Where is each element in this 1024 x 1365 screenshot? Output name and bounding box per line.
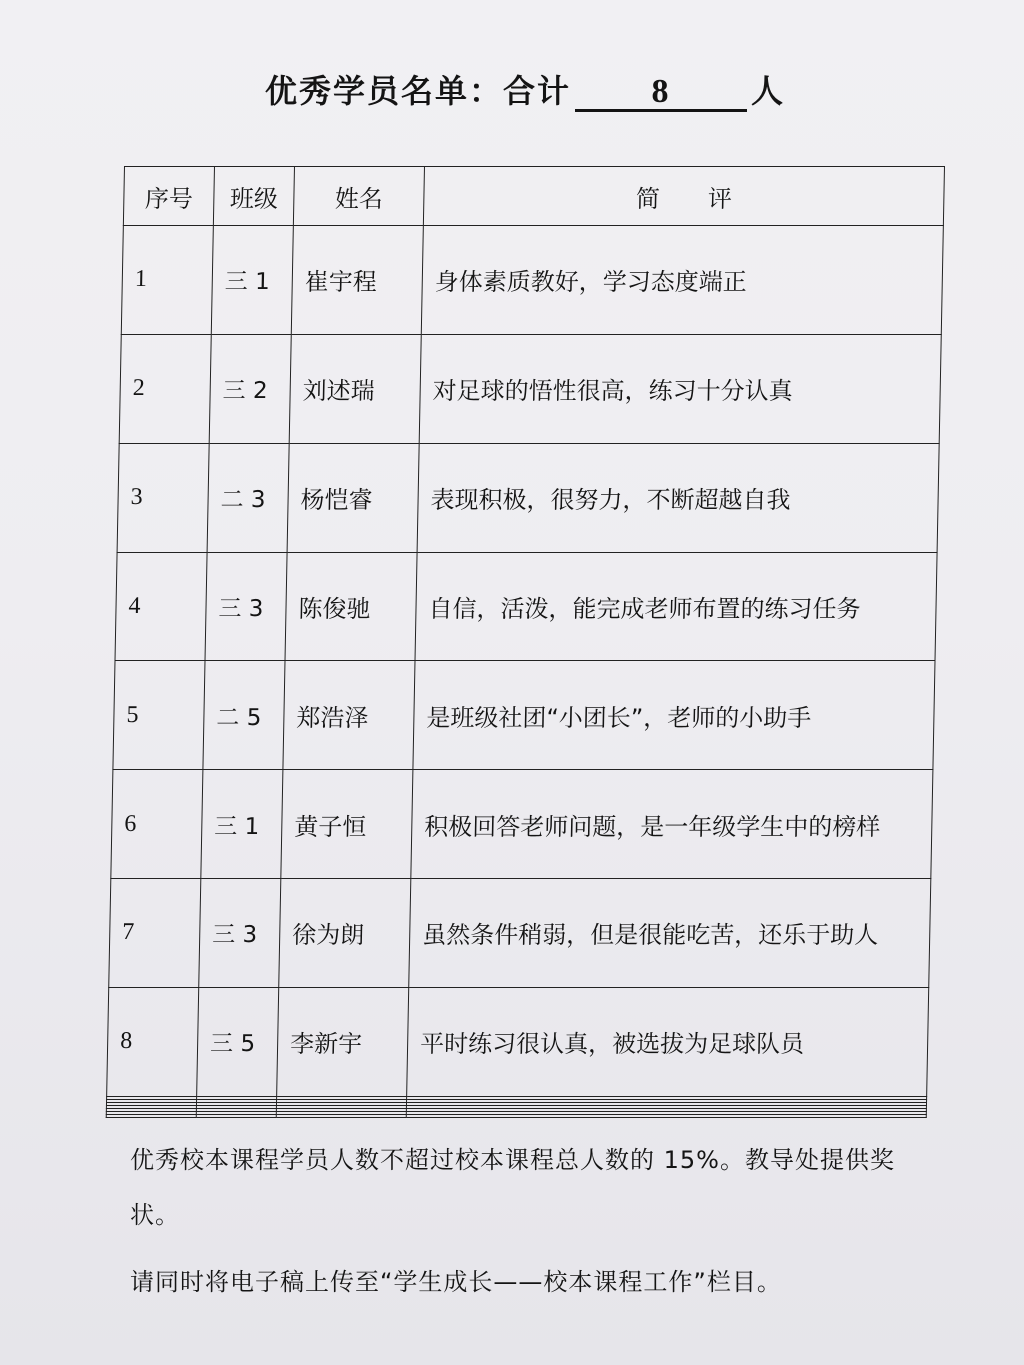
header-no: 序号: [123, 167, 214, 226]
cell-comment: 虽然条件稍弱，但是很能吃苦，还乐于助人: [409, 879, 931, 988]
table-row: [115, 552, 937, 661]
cell-class: 二 5: [203, 661, 285, 770]
cell-class: [196, 1114, 276, 1117]
cell-name: 陈俊驰: [285, 552, 417, 661]
cell-comment: 自信，活泼，能完成老师布置的练习任务: [415, 552, 937, 661]
cell-no: 2: [119, 334, 211, 443]
cell-comment: 平时练习很认真，被选拔为足球队员: [407, 987, 929, 1096]
cell-class: 三 5: [197, 987, 279, 1096]
cell-no: 3: [117, 443, 209, 552]
table-row: [107, 987, 929, 1096]
cell-no: 5: [113, 661, 205, 770]
cell-no: 4: [115, 552, 207, 661]
student-table-wrapper: [106, 166, 944, 1118]
cell-comment: 表现积极，很努力，不断超越自我: [417, 443, 939, 552]
table-row: [111, 770, 933, 879]
cell-class: 三 3: [199, 879, 281, 988]
table-row: [113, 661, 935, 770]
note-line-1-cont: 状。: [130, 1201, 180, 1229]
cell-comment: [406, 1114, 926, 1117]
cell-no: 1: [121, 226, 213, 335]
total-count: 8: [575, 75, 747, 112]
cell-class: 二 3: [207, 443, 289, 552]
header-class: 班级: [213, 167, 294, 226]
cell-name: [276, 1114, 406, 1117]
header-name: 姓名: [293, 167, 424, 226]
cell-comment: 是班级社团“小团长”，老师的小助手: [413, 661, 935, 770]
note-line-2: 请同时将电子稿上传至“学生成长——校本课程工作”栏目。: [130, 1268, 782, 1296]
cell-name: 杨恺睿: [287, 443, 419, 552]
title-prefix: 优秀学员名单：合计: [265, 72, 572, 110]
cell-no: [106, 1114, 196, 1117]
cell-name: 郑浩泽: [283, 661, 415, 770]
table-body: [106, 226, 943, 1118]
cell-comment: 对足球的悟性很高，练习十分认真: [419, 334, 941, 443]
table-row: [117, 443, 939, 552]
cell-comment: 身体素质教好，学习态度端正: [421, 226, 943, 335]
page-title: [265, 66, 785, 112]
student-table: [106, 166, 945, 1118]
cell-comment: 积极回答老师问题，是一年级学生中的榜样: [411, 770, 933, 879]
cell-class: 三 1: [211, 226, 293, 335]
note-line-1: 优秀校本课程学员人数不超过校本课程总人数的 15%。教导处提供奖: [130, 1146, 895, 1174]
cell-name: 刘述瑞: [289, 334, 421, 443]
table-row: [109, 879, 931, 988]
cell-name: 黄子恒: [281, 770, 413, 879]
cell-class: 三 1: [201, 770, 283, 879]
cell-name: 李新宇: [277, 987, 409, 1096]
table-row: [121, 226, 943, 335]
table-header-row: [123, 167, 944, 226]
cell-class: 三 3: [205, 552, 287, 661]
cell-no: 8: [107, 987, 199, 1096]
header-comment: 简 评: [423, 167, 944, 226]
cell-class: 三 2: [209, 334, 291, 443]
cell-no: 7: [109, 879, 201, 988]
cell-name: 崔宇程: [291, 226, 423, 335]
table-row: [119, 334, 941, 443]
cell-no: 6: [111, 770, 203, 879]
title-suffix: 人: [751, 72, 786, 110]
cell-name: 徐为朗: [279, 879, 411, 988]
table-row: [106, 1114, 926, 1117]
